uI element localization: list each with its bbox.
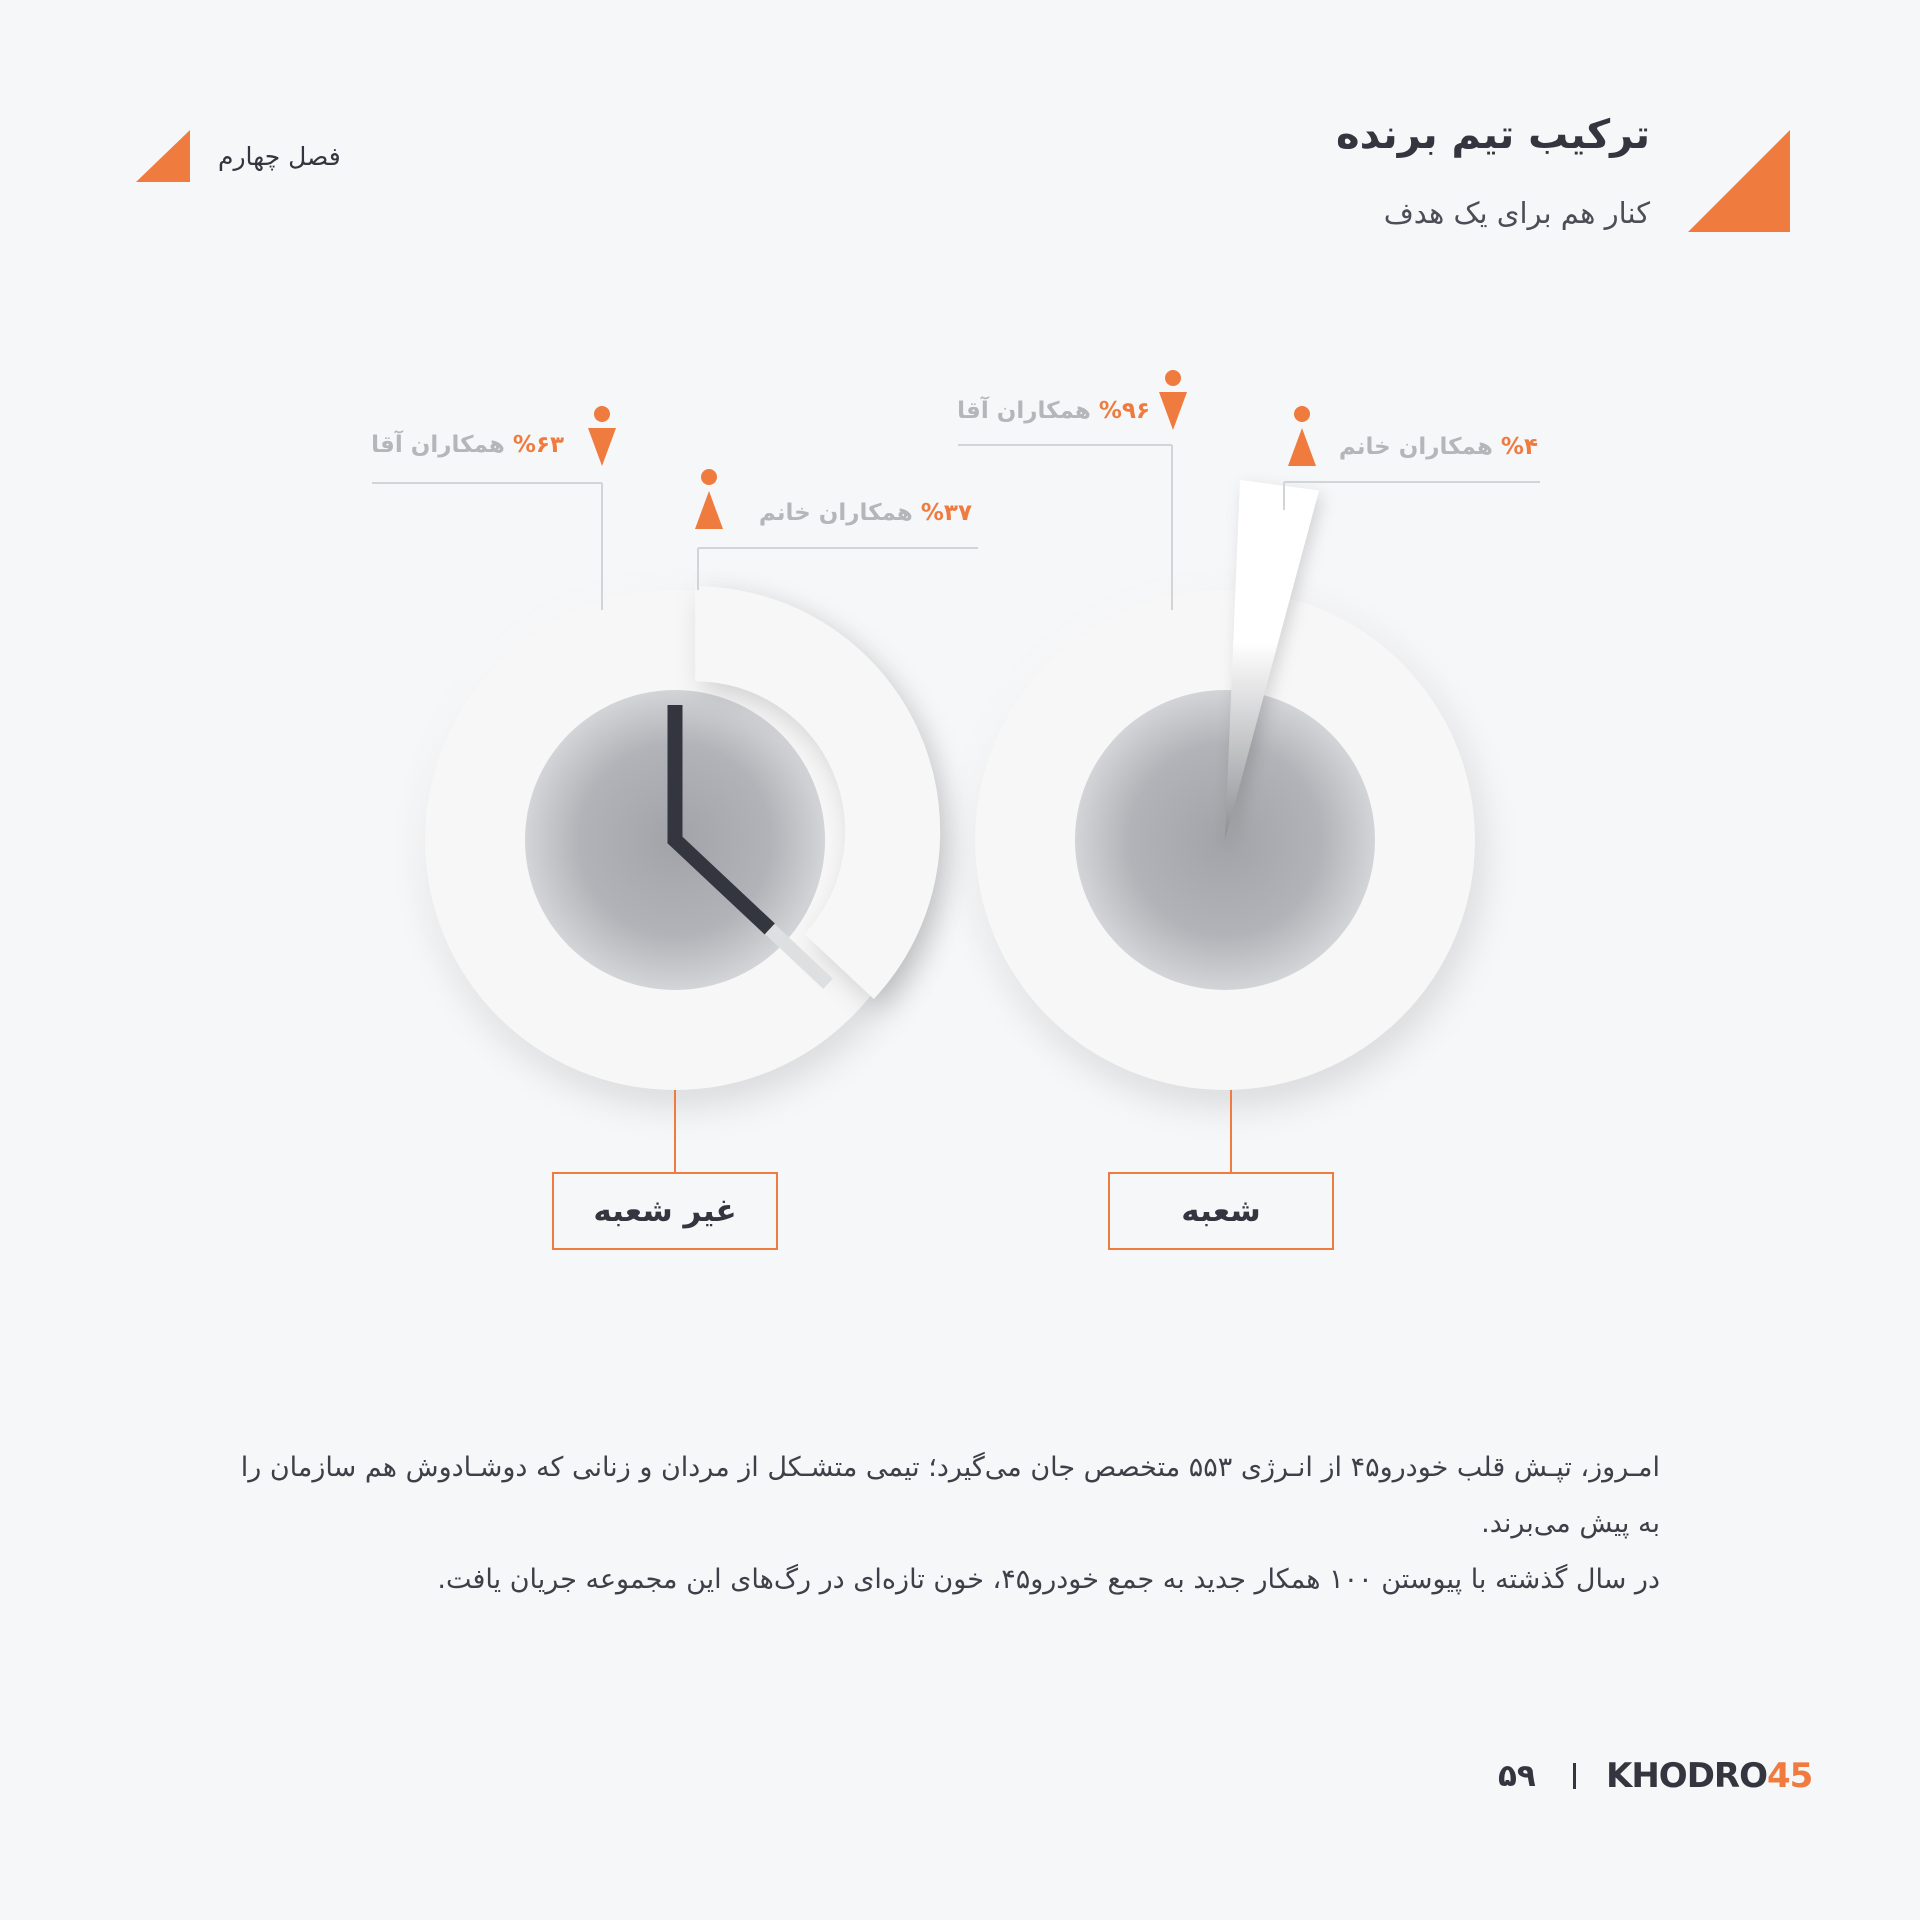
male-icon — [588, 428, 616, 466]
body-paragraph-2: در سال گذشته با پیوستن ۱۰۰ همکار جدید به جمع خودرو۴۵، خون تازه‌ای در رگ‌های این مجموعه جریان یافت. — [437, 1564, 1660, 1595]
page-subtitle: کنار هم برای یک هدف — [1383, 196, 1650, 230]
female-icon — [1288, 428, 1316, 466]
body-paragraph-1: امـروز، تپـش قلب خودرو۴۵ از انـرژی ۵۵۳ متخصص جان می‌گیرد؛ تیمی متشـکل از مردان و زنانی که دوشـادوش هم سازمان را به پیش می‌برند. — [240, 1452, 1660, 1539]
label-right-female — [1339, 434, 1538, 460]
label-right-male — [957, 398, 1150, 424]
footer-separator — [1573, 1763, 1576, 1789]
male-icon-head — [594, 406, 610, 422]
chapter-label: فصل چهارم — [218, 142, 341, 171]
female-icon — [695, 491, 723, 529]
category-box-non-branch: غیر شعبه — [552, 1172, 778, 1250]
label-left-male — [371, 432, 564, 458]
brand-text: KHODRO — [1606, 1756, 1768, 1796]
brand-logo — [1606, 1756, 1812, 1796]
page-number: ۵۹ — [1498, 1758, 1536, 1794]
brand-number: 45 — [1767, 1756, 1813, 1796]
divider-left — [675, 705, 770, 929]
name-left-female: همکاران خانم — [758, 500, 913, 526]
page-title: ترکیب تیم برنده — [1335, 112, 1650, 158]
category-box-branch: شعبه — [1108, 1172, 1334, 1250]
pct-left-male: %۶۳ — [512, 432, 564, 458]
female-icon-head — [1294, 406, 1310, 422]
pct-left-female: %۳۷ — [920, 500, 972, 526]
pct-right-male: %۹۶ — [1098, 398, 1150, 424]
name-left-male: همکاران آقا — [371, 432, 505, 458]
slice-right-female — [1225, 480, 1319, 840]
slice-left-female — [695, 586, 940, 999]
name-right-male: همکاران آقا — [957, 398, 1091, 424]
name-right-female: همکاران خانم — [1338, 434, 1493, 460]
pct-right-female: %۴ — [1500, 434, 1538, 460]
male-icon-head — [1165, 370, 1181, 386]
label-left-female — [759, 500, 972, 526]
female-icon-head — [701, 469, 717, 485]
male-icon — [1159, 392, 1187, 430]
